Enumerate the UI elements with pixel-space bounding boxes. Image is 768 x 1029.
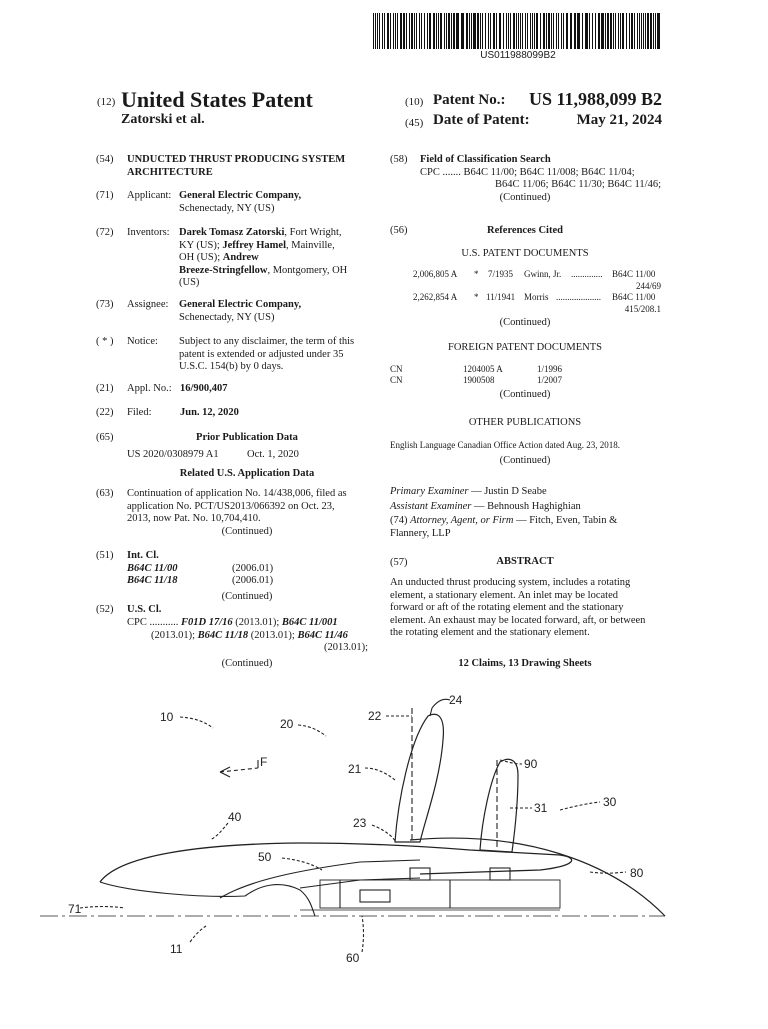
cpc-label: CPC	[127, 617, 147, 628]
appl-code: (21)	[96, 383, 114, 394]
barcode-bar	[522, 13, 523, 49]
aft-body	[410, 838, 665, 916]
ref-label-90: 90	[524, 757, 538, 771]
inventors-short: Zatorski et al.	[121, 112, 205, 127]
barcode-bar	[534, 13, 535, 49]
us-docs-heading: U.S. PATENT DOCUMENTS	[461, 248, 589, 259]
barcode-bar	[650, 13, 652, 49]
barcode-bar	[485, 13, 486, 49]
barcode-bar	[433, 13, 435, 49]
barcode-bar	[620, 13, 621, 49]
barcode-bar	[647, 13, 649, 49]
attorney-line-2: Flannery, LLP	[390, 527, 451, 539]
int-cl-class-1: B64C 11/00	[127, 563, 178, 574]
ref-label-21: 21	[348, 762, 362, 776]
barcode-bar	[598, 13, 600, 49]
barcode-bar	[382, 13, 383, 49]
barcode-bar	[553, 13, 554, 49]
attorney: — Fitch, Even, Tabin &	[513, 515, 618, 526]
ref-label-40: 40	[228, 810, 242, 824]
barcode-bar	[551, 13, 552, 49]
attorney-code: (74)	[390, 515, 411, 526]
ref-label-23: 23	[353, 816, 367, 830]
inventor-2-state: OH (US);	[179, 252, 223, 263]
related-line-1: Continuation of application No. 14/438,006, filed as	[127, 488, 347, 499]
assignee-code: (73)	[96, 299, 114, 310]
barcode-bar	[605, 13, 606, 49]
field-line-1: CPC ....... B64C 11/00; B64C 11/008; B64C 11/04;	[420, 167, 635, 178]
us-cl-continued: (Continued)	[221, 658, 273, 669]
barcode-bar	[577, 13, 580, 49]
barcode-bar	[518, 13, 519, 49]
filed-label: Filed:	[127, 407, 152, 418]
applicant-name: General Electric Company,	[179, 190, 302, 201]
title-code: (54)	[96, 154, 114, 165]
barcode-bar	[530, 13, 531, 49]
related-text	[127, 488, 368, 526]
prior-pub-number: US 2020/0308979 A1	[127, 449, 219, 460]
foreign-country: CN	[390, 364, 403, 374]
ref-label-20: 20	[280, 717, 294, 731]
barcode-bar	[536, 13, 538, 49]
foreign-date: 1/2007	[537, 375, 563, 385]
barcode-number: US011988099B2	[480, 50, 556, 61]
barcode-bar	[548, 13, 550, 49]
abstract-text	[390, 577, 662, 640]
barcode	[373, 13, 663, 49]
assistant-examiner-label: Assistant Examiner	[390, 500, 472, 512]
us-cl-label: U.S. Cl.	[127, 604, 162, 615]
cpc-class-1: F01D 17/16	[180, 617, 233, 628]
barcode-bar	[589, 13, 590, 49]
barcode-bar	[411, 13, 413, 49]
primary-examiner: — Justin D Seabe	[468, 486, 547, 497]
notice-label: Notice:	[127, 336, 158, 347]
barcode-bar	[626, 13, 627, 49]
barcode-bar	[582, 13, 583, 49]
assignee-label: Assignee:	[127, 299, 169, 310]
abstract-line-2: element, a stationary element. An inlet may be located	[390, 589, 619, 601]
barcode-bar	[473, 13, 476, 49]
ref-class-2: 244/69	[635, 281, 661, 291]
inlet-lip	[100, 882, 315, 916]
ref-date: 7/1935	[488, 269, 514, 279]
barcode-bar	[480, 13, 481, 49]
foreign-country: CN	[390, 375, 403, 385]
barcode-bar	[403, 13, 405, 49]
inventor-2: Jeffrey Hamel	[222, 239, 287, 251]
leader-40	[210, 823, 228, 840]
barcode-bar	[461, 13, 464, 49]
inventor-1-place: , Fort Wright,	[284, 227, 342, 238]
barcode-bar	[409, 13, 410, 49]
barcode-bar	[532, 13, 533, 49]
barcode-bar	[546, 13, 547, 49]
barcode-bar	[610, 13, 612, 49]
type-code: (12)	[97, 96, 116, 108]
barcode-bar	[503, 13, 504, 49]
barcode-bar	[510, 13, 511, 49]
barcode-bar	[520, 13, 521, 49]
inventors-label: Inventors:	[127, 227, 170, 238]
cpc-version-1: (2013.01);	[232, 617, 282, 628]
barcode-bar	[451, 13, 452, 49]
other-pubs-text: English Language Canadian Office Action dated Aug. 23, 2018.	[390, 440, 621, 450]
abstract-line-3: forward or aft of the rotating element and the stationary	[390, 602, 624, 613]
leader-30	[560, 802, 600, 810]
barcode-bar	[466, 13, 468, 49]
barcode-bar	[631, 13, 633, 49]
rotor-blade	[395, 714, 443, 842]
title: UNDUCTED THRUST PRODUCING SYSTEM ARCHITECTURE	[127, 154, 346, 178]
ref-date: 11/1941	[486, 292, 516, 302]
barcode-bar	[419, 13, 420, 49]
foreign-number: 1900508	[463, 375, 495, 385]
barcode-bar	[629, 13, 630, 49]
barcode-bar	[373, 13, 374, 49]
notice-code: ( * )	[96, 336, 114, 347]
leader-71	[80, 907, 125, 909]
ref-class: B64C 11/00	[612, 269, 656, 279]
barcode-bar	[595, 13, 596, 49]
inventors-code: (72)	[96, 227, 114, 238]
barcode-bar	[482, 13, 483, 49]
foreign-number: 1204005 A	[463, 364, 503, 374]
nacelle-outer	[100, 843, 572, 882]
barcode-bar	[393, 13, 394, 49]
ref-star: *	[474, 292, 479, 302]
appl-label: Appl. No.:	[127, 383, 172, 394]
barcode-bar	[499, 13, 501, 49]
barcode-bar	[566, 13, 568, 49]
barcode-bar	[607, 13, 609, 49]
assignee-place: Schenectady, NY (US)	[179, 312, 275, 323]
barcode-bar	[561, 13, 562, 49]
barcode-bar	[377, 13, 378, 49]
barcode-bar	[414, 13, 415, 49]
applicant-code: (71)	[96, 190, 114, 201]
barcode-bar	[477, 13, 479, 49]
barcode-bar	[493, 13, 495, 49]
notice-line-2: patent is extended or adjusted under 35	[179, 348, 344, 360]
barcode-bar	[637, 13, 638, 49]
leader-10	[180, 717, 213, 728]
ref-label-50: 50	[258, 850, 272, 864]
inventor-3-last: Breeze-Stringfellow	[179, 264, 268, 276]
barcode-bar	[570, 13, 572, 49]
barcode-bar	[436, 13, 437, 49]
notice-text	[179, 336, 354, 374]
barcode-bar	[563, 13, 564, 49]
barcode-bar	[440, 13, 442, 49]
barcode-bar	[556, 13, 557, 49]
barcode-bar	[513, 13, 515, 49]
date-code: (45)	[405, 117, 424, 129]
leader-80	[590, 872, 626, 873]
other-pubs-heading: OTHER PUBLICATIONS	[468, 417, 582, 428]
inventor-1: Darek Tomasz Zatorski	[179, 227, 285, 238]
ref-label-71: 71	[68, 902, 82, 916]
int-cl-continued: (Continued)	[221, 591, 273, 602]
barcode-bar	[400, 13, 402, 49]
ref-label-22: 22	[368, 709, 382, 723]
int-cl-class-2: B64C 11/18	[127, 575, 178, 586]
barcode-bar	[456, 13, 459, 49]
cpc-class-3: B64C 11/18	[197, 629, 249, 641]
cpc-dots: ...........	[149, 617, 179, 628]
barcode-bar	[471, 13, 472, 49]
foreign-heading: FOREIGN PATENT DOCUMENTS	[447, 342, 603, 353]
barcode-bar	[406, 13, 407, 49]
examiners	[390, 486, 662, 540]
barcode-bar	[375, 13, 376, 49]
leader-60	[362, 916, 364, 952]
inventor-2-place: , Mainville,	[286, 239, 335, 251]
barcode-bar	[641, 13, 642, 49]
primary-examiner-label: Primary Examiner	[390, 486, 469, 497]
ref-number: 2,006,805 A	[413, 269, 458, 279]
barcode-bar	[427, 13, 428, 49]
attorney-label: Attorney, Agent, or Firm	[410, 515, 514, 526]
filed-date: Jun. 12, 2020	[180, 407, 239, 418]
ref-number: 2,262,854 A	[413, 292, 458, 302]
inventor-3-country: (US)	[179, 277, 200, 288]
barcode-bar	[601, 13, 604, 49]
patent-type: United States Patent	[121, 87, 313, 112]
inventors-block	[179, 227, 369, 290]
related-continued: (Continued)	[221, 526, 273, 537]
int-cl-label: Int. Cl.	[127, 550, 159, 561]
barcode-bar	[490, 13, 491, 49]
related-code: (63)	[96, 488, 114, 499]
applicant-label: Applicant:	[127, 190, 172, 201]
ref-name: Gwinn, Jr.	[524, 269, 562, 279]
patent-no-code: (10)	[405, 96, 424, 108]
assignee-name: General Electric Company,	[179, 299, 302, 310]
barcode-bar	[379, 13, 380, 49]
int-cl-version-2: (2006.01)	[232, 575, 274, 586]
barcode-bar	[655, 13, 656, 49]
ref-label-11: 11	[170, 942, 183, 956]
barcode-bar	[395, 13, 396, 49]
abstract-line-5: the rotating element and the stationary element.	[390, 627, 590, 638]
barcode-bar	[446, 13, 447, 49]
notice-line-1: Subject to any disclaimer, the term of this	[179, 336, 355, 347]
ref-label-60: 60	[346, 951, 360, 965]
inventor-1-state: KY (US);	[179, 239, 223, 251]
cpc-version-4: (2013.01);	[323, 642, 368, 653]
abstract-line-4: element. An exhaust may be located forward, aft, or between	[390, 614, 646, 626]
refs-continued: (Continued)	[499, 317, 551, 328]
barcode-bar	[525, 13, 526, 49]
barcode-bar	[527, 13, 528, 49]
barcode-bar	[384, 13, 385, 49]
barcode-bar	[488, 13, 489, 49]
field-continued: (Continued)	[499, 192, 551, 203]
barcode-bar	[622, 13, 624, 49]
barcode-bar	[592, 13, 593, 49]
field-code: (58)	[390, 154, 408, 165]
refs-code: (56)	[390, 225, 408, 236]
barcode-bar	[506, 13, 507, 49]
barcode-bar	[508, 13, 509, 49]
foreign-continued: (Continued)	[499, 389, 551, 400]
ref-label-80: 80	[630, 866, 644, 880]
barcode-bar	[438, 13, 439, 49]
applicant-place: Schenectady, NY (US)	[179, 203, 275, 214]
engine-part	[490, 868, 510, 880]
barcode-bar	[416, 13, 417, 49]
cpc-class-2: B64C 11/001	[281, 617, 338, 628]
field-label: Field of Classification Search	[420, 154, 551, 165]
leader-20	[298, 725, 326, 736]
prior-pub-code: (65)	[96, 432, 114, 443]
patent-date: May 21, 2024	[576, 112, 662, 128]
barcode-bar	[634, 13, 635, 49]
prior-pub-heading: Prior Publication Data	[196, 432, 298, 443]
barcode-bar	[496, 13, 497, 49]
barcode-bar	[558, 13, 559, 49]
leader-11	[190, 926, 206, 942]
assistant-examiner: — Behnoush Haghighian	[471, 500, 581, 512]
barcode-bar	[424, 13, 425, 49]
prior-pub-date: Oct. 1, 2020	[247, 449, 299, 460]
core-inner	[300, 878, 420, 888]
foreign-date: 1/1996	[537, 364, 563, 374]
ref-label-10: 10	[160, 710, 174, 724]
barcode-bar	[421, 13, 422, 49]
cpc-version-3: (2013.01);	[248, 629, 298, 641]
patent-number: US 11,988,099 B2	[528, 89, 662, 109]
engine-block	[320, 880, 560, 908]
figure-drawing	[0, 680, 768, 1024]
ref-label-24: 24	[449, 693, 463, 707]
leader-21	[365, 768, 395, 780]
leader-24	[432, 699, 450, 708]
field-line-2: B64C 11/06; B64C 11/30; B64C 11/46;	[495, 179, 661, 190]
ref-dots: ..............	[571, 269, 603, 279]
related-heading: Related U.S. Application Data	[179, 468, 315, 479]
barcode-bar	[444, 13, 445, 49]
filed-code: (22)	[96, 407, 114, 418]
inventor-3-place: , Montgomery, OH	[267, 264, 348, 276]
other-pubs-continued: (Continued)	[499, 455, 551, 466]
barcode-bar	[574, 13, 576, 49]
barcode-bar	[618, 13, 619, 49]
related-line-2: application No. PCT/US2013/066392 on Oct. 23,	[127, 500, 335, 512]
barcode-image	[373, 13, 663, 49]
cpc-class-4: B64C 11/46	[297, 629, 348, 641]
patent-no-label: Patent No.:	[433, 92, 506, 108]
claims-drawings: 12 Claims, 13 Drawing Sheets	[458, 658, 592, 669]
barcode-bar	[390, 13, 391, 49]
barcode-bar	[613, 13, 614, 49]
int-cl-code: (51)	[96, 550, 114, 561]
refs-heading: References Cited	[487, 225, 563, 236]
engine-part	[360, 890, 390, 902]
stator-vane	[480, 759, 518, 852]
ref-star: *	[474, 269, 479, 279]
leader-23	[372, 825, 396, 842]
barcode-bar	[585, 13, 588, 49]
us-cl-cpc	[127, 617, 368, 655]
ref-dots: ....................	[556, 292, 601, 302]
barcode-bar	[543, 13, 545, 49]
barcode-bar	[469, 13, 470, 49]
appl-number: 16/900,407	[180, 383, 228, 394]
related-line-3: 2013, now Pat. No. 10,704,410.	[127, 513, 261, 524]
notice-line-3: U.S.C. 154(b) by 0 days.	[179, 361, 284, 372]
barcode-bar	[643, 13, 644, 49]
barcode-bar	[387, 13, 389, 49]
ref-label-30: 30	[603, 795, 617, 809]
ref-class-2: 415/208.1	[624, 304, 661, 314]
inventor-3-first: Andrew	[222, 252, 259, 263]
barcode-bar	[453, 13, 455, 49]
barcode-bar	[429, 13, 431, 49]
barcode-bar	[516, 13, 517, 49]
barcode-bar	[639, 13, 640, 49]
us-cl-code: (52)	[96, 604, 114, 615]
cpc-version-2: (2013.01);	[151, 629, 198, 641]
int-cl-version-1: (2006.01)	[232, 563, 274, 574]
ref-name: Morris	[524, 292, 549, 302]
abstract-line-1: An unducted thrust producing system, includes a rotating	[390, 577, 631, 588]
flow-label: F	[260, 755, 268, 769]
ref-class: B64C 11/00	[612, 292, 656, 302]
abstract-heading: ABSTRACT	[496, 556, 554, 567]
barcode-bar	[645, 13, 646, 49]
barcode-bar	[657, 13, 660, 49]
barcode-bar	[653, 13, 654, 49]
figure	[0, 680, 768, 1024]
barcode-bar	[448, 13, 450, 49]
abstract-code: (57)	[390, 557, 408, 568]
date-label: Date of Patent:	[433, 112, 530, 128]
ref-label-31: 31	[534, 801, 548, 815]
barcode-bar	[540, 13, 541, 49]
barcode-bar	[397, 13, 398, 49]
barcode-bar	[615, 13, 616, 49]
